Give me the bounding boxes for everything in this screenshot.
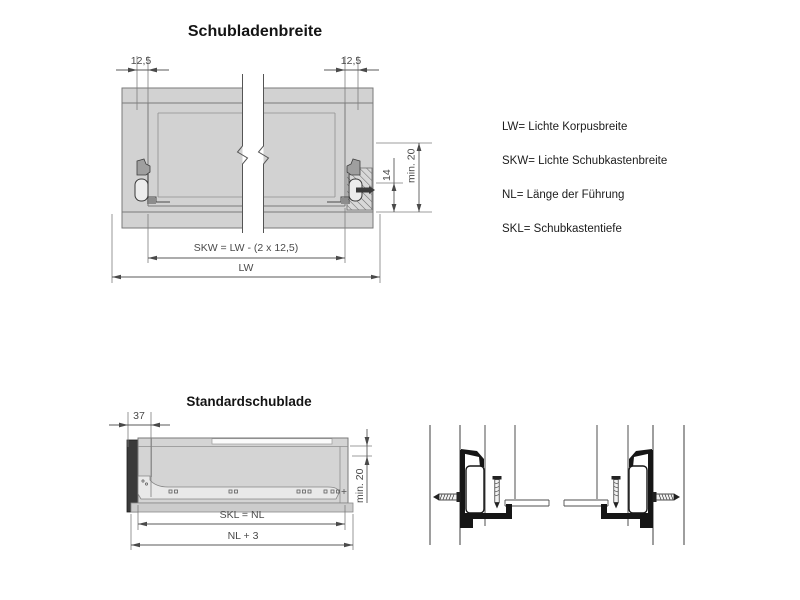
dim-label-lw: LW bbox=[238, 262, 254, 274]
slide-profile-right bbox=[601, 449, 680, 528]
dim-label-front-offset: 37 bbox=[133, 410, 145, 422]
dim-label-min-clearance: min. 20 bbox=[405, 148, 418, 183]
dim-label-rail-height: 14 bbox=[381, 169, 393, 181]
legend-item-skw: SKW= Lichte Schubkastenbreite bbox=[502, 155, 668, 167]
top-diagram-title: Schubladenbreite bbox=[187, 23, 323, 40]
legend-item-skl: SKL= Schubkastentiefe bbox=[502, 223, 622, 235]
dim-label-left-offset: 12,5 bbox=[130, 55, 152, 67]
dim-label-skl: SKL = NL bbox=[219, 509, 265, 521]
top-diagram bbox=[95, 45, 440, 295]
dim-label-min-clearance-bl: min. 20 bbox=[354, 468, 366, 503]
dim-min-clearance-bl bbox=[350, 429, 372, 503]
screw-horizontal-icon bbox=[433, 492, 461, 502]
bottom-right-diagram bbox=[415, 410, 705, 555]
slide-profile-left bbox=[433, 449, 512, 528]
drawer-bottom-panel bbox=[505, 500, 608, 506]
dim-rail-height bbox=[376, 158, 432, 212]
legend bbox=[502, 121, 667, 235]
dim-label-skw: SKW = LW - (2 x 12,5) bbox=[193, 242, 299, 254]
legend-item-lw: LW= Lichte Korpusbreite bbox=[502, 121, 628, 133]
legend-item-nl: NL= Länge der Führung bbox=[502, 189, 625, 201]
screw-vertical-icon bbox=[493, 476, 502, 509]
bottom-left-diagram bbox=[100, 390, 400, 560]
drawer-front-panel bbox=[127, 440, 138, 512]
dim-label-nl: NL + 3 bbox=[227, 530, 259, 542]
bottom-left-diagram-title: Standardschublade bbox=[186, 394, 312, 409]
dim-label-right-offset: 12,5 bbox=[340, 55, 362, 67]
